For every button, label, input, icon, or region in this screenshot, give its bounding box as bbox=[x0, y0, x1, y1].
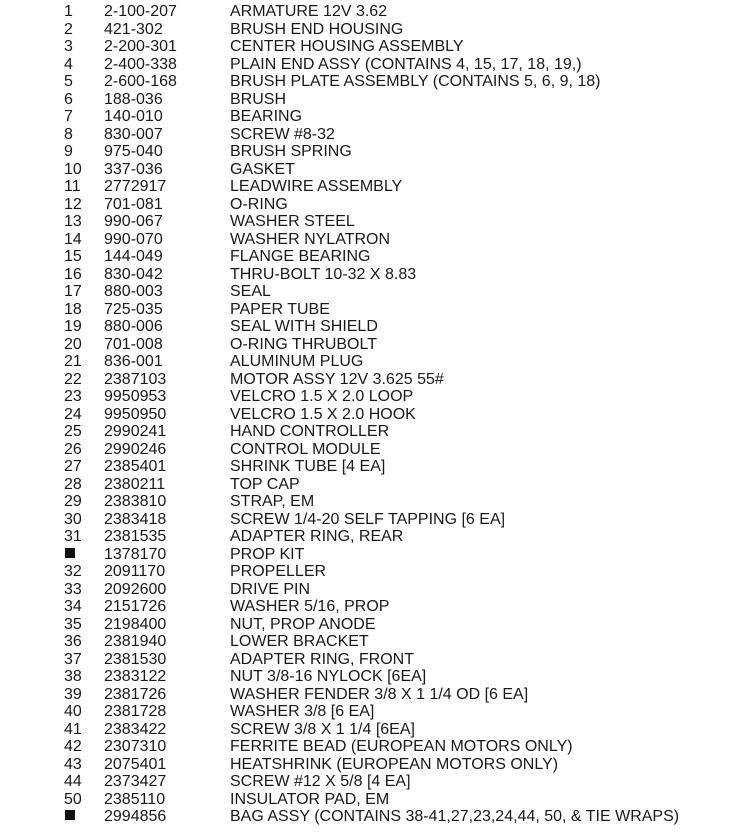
part-description: CONTROL MODULE bbox=[230, 440, 381, 458]
part-number: 990-070 bbox=[104, 230, 163, 248]
part-number: 2198400 bbox=[104, 615, 167, 633]
part-number: 880-003 bbox=[104, 283, 163, 300]
part-description: PAPER TUBE bbox=[230, 300, 330, 318]
item-number: 36 bbox=[64, 633, 82, 650]
part-description: ADAPTER RING, REAR bbox=[230, 528, 404, 545]
part-number: 1378170 bbox=[104, 545, 167, 563]
item-number: 37 bbox=[64, 650, 82, 668]
part-number: 2091170 bbox=[104, 563, 166, 580]
part-description: SEAL WITH SHIELD bbox=[230, 318, 378, 335]
part-number: 2387103 bbox=[104, 370, 167, 388]
part-number: 188-036 bbox=[104, 90, 163, 108]
part-description: WASHER NYLATRON bbox=[230, 230, 391, 248]
item-number: 9 bbox=[64, 143, 73, 160]
part-number: 830-007 bbox=[104, 125, 163, 143]
item-number: 35 bbox=[64, 615, 82, 633]
item-number: 21 bbox=[64, 353, 82, 370]
parts-row bbox=[0, 318, 744, 336]
item-number: 23 bbox=[64, 388, 82, 405]
parts-row bbox=[0, 756, 744, 774]
part-description: PLAIN END ASSY (CONTAINS 4, 15, 17, 18, 19,) bbox=[230, 55, 582, 73]
item-number: 12 bbox=[64, 195, 82, 213]
parts-row bbox=[0, 423, 744, 441]
part-description: LOWER BRACKET bbox=[230, 633, 369, 650]
item-number: 19 bbox=[64, 318, 82, 335]
part-number: 9950953 bbox=[104, 388, 167, 405]
item-number: 22 bbox=[64, 370, 82, 388]
item-number: 28 bbox=[64, 475, 82, 493]
item-number: 8 bbox=[64, 125, 73, 143]
parts-row bbox=[0, 773, 744, 791]
item-number: 4 bbox=[64, 55, 73, 73]
item-number: 39 bbox=[64, 685, 82, 703]
part-number: 2994856 bbox=[104, 808, 167, 825]
parts-row bbox=[0, 21, 744, 39]
item-number bbox=[64, 808, 100, 826]
parts-row bbox=[0, 248, 744, 266]
part-description: WASHER 5/16, PROP bbox=[230, 598, 390, 615]
parts-row bbox=[0, 108, 744, 126]
part-number: 9950950 bbox=[104, 405, 167, 423]
parts-row bbox=[0, 301, 744, 319]
item-number: 25 bbox=[64, 423, 82, 440]
part-description: DRIVE PIN bbox=[230, 580, 311, 598]
parts-row bbox=[0, 808, 744, 826]
item-number: 50 bbox=[64, 790, 82, 808]
part-description: MOTOR ASSY 12V 3.625 55# bbox=[230, 370, 444, 388]
part-number: 725-035 bbox=[104, 300, 163, 318]
item-number: 38 bbox=[64, 668, 82, 685]
parts-row bbox=[0, 196, 744, 214]
parts-row bbox=[0, 3, 744, 21]
parts-row bbox=[0, 651, 744, 669]
parts-row bbox=[0, 633, 744, 651]
part-description: SHRINK TUBE [4 EA] bbox=[230, 458, 386, 475]
item-number: 33 bbox=[64, 580, 82, 598]
parts-row bbox=[0, 493, 744, 511]
part-description: CENTER HOUSING ASSEMBLY bbox=[230, 38, 464, 55]
part-description: STRAP, EM bbox=[230, 493, 315, 510]
part-number: 2383810 bbox=[104, 493, 167, 510]
part-number: 975-040 bbox=[104, 143, 163, 160]
part-description: SCREW #8-32 bbox=[230, 125, 335, 143]
part-number: 2383122 bbox=[104, 668, 167, 685]
parts-row bbox=[0, 458, 744, 476]
parts-row bbox=[0, 161, 744, 179]
item-number: 13 bbox=[64, 213, 82, 230]
part-description: SCREW 1/4-20 SELF TAPPING [6 EA] bbox=[230, 510, 506, 528]
part-number: 2990241 bbox=[104, 423, 167, 440]
part-description: SCREW 3/8 X 1 1/4 [6EA] bbox=[230, 720, 415, 738]
item-number: 6 bbox=[64, 90, 73, 108]
part-description: NUT 3/8-16 NYLOCK [6EA] bbox=[230, 668, 427, 685]
part-description: PROP KIT bbox=[230, 545, 305, 563]
part-description: TOP CAP bbox=[230, 475, 300, 493]
part-number: 2092600 bbox=[104, 580, 167, 598]
part-number: 880-006 bbox=[104, 318, 163, 335]
part-number: 144-049 bbox=[104, 248, 163, 265]
parts-row bbox=[0, 511, 744, 529]
part-number: 2383422 bbox=[104, 720, 167, 738]
part-description: VELCRO 1.5 X 2.0 HOOK bbox=[230, 405, 416, 423]
parts-row bbox=[0, 528, 744, 546]
part-number: 2-600-168 bbox=[104, 73, 177, 90]
item-number: 3 bbox=[64, 38, 73, 55]
part-number: 2381726 bbox=[104, 685, 167, 703]
parts-row bbox=[0, 283, 744, 301]
parts-row bbox=[0, 231, 744, 249]
part-description: HEATSHRINK (EUROPEAN MOTORS ONLY) bbox=[230, 755, 559, 773]
parts-row bbox=[0, 406, 744, 424]
part-description: WASHER STEEL bbox=[230, 213, 355, 230]
part-number: 830-042 bbox=[104, 265, 163, 283]
parts-row bbox=[0, 38, 744, 56]
part-number: 2383418 bbox=[104, 510, 167, 528]
part-number: 2772917 bbox=[104, 178, 167, 195]
part-description: FERRITE BEAD (EUROPEAN MOTORS ONLY) bbox=[230, 738, 573, 755]
part-description: SCREW #12 X 5/8 [4 EA] bbox=[230, 773, 411, 790]
item-number: 11 bbox=[64, 178, 81, 195]
part-number: 701-008 bbox=[104, 335, 163, 353]
parts-row bbox=[0, 336, 744, 354]
part-description: THRU-BOLT 10-32 X 8.83 bbox=[230, 265, 417, 283]
parts-row bbox=[0, 441, 744, 459]
item-number: 34 bbox=[64, 598, 82, 615]
item-number: 14 bbox=[64, 230, 82, 248]
item-number: 15 bbox=[64, 248, 82, 265]
item-number: 18 bbox=[64, 300, 82, 318]
part-number: 2990246 bbox=[104, 440, 167, 458]
part-description: NUT, PROP ANODE bbox=[230, 615, 376, 633]
item-number: 16 bbox=[64, 265, 82, 283]
part-description: GASKET bbox=[230, 160, 295, 178]
item-number: 41 bbox=[64, 720, 82, 738]
part-number: 990-067 bbox=[104, 213, 163, 230]
part-number: 2380211 bbox=[104, 475, 166, 493]
item-number: 43 bbox=[64, 755, 82, 773]
part-number: 2381728 bbox=[104, 703, 167, 720]
item-number: 24 bbox=[64, 405, 82, 423]
parts-row bbox=[0, 686, 744, 704]
item-number: 30 bbox=[64, 510, 82, 528]
parts-row bbox=[0, 371, 744, 389]
part-description: SEAL bbox=[230, 283, 271, 300]
parts-row bbox=[0, 738, 744, 756]
item-number: 32 bbox=[64, 563, 82, 580]
part-number: 2-100-207 bbox=[104, 3, 177, 20]
part-number: 337-036 bbox=[104, 160, 163, 178]
item-number: 27 bbox=[64, 458, 82, 475]
parts-row bbox=[0, 791, 744, 809]
part-description: PROPELLER bbox=[230, 563, 327, 580]
part-description: ADAPTER RING, FRONT bbox=[230, 650, 415, 668]
part-description: BAG ASSY (CONTAINS 38-41,27,23,24,44, 50, & TIE WRAPS) bbox=[230, 808, 680, 825]
parts-row bbox=[0, 616, 744, 634]
part-description: LEADWIRE ASSEMBLY bbox=[230, 178, 403, 195]
part-number: 836-001 bbox=[104, 353, 163, 370]
parts-row bbox=[0, 73, 744, 91]
part-number: 2381530 bbox=[104, 650, 167, 668]
parts-row bbox=[0, 353, 744, 371]
part-description: BRUSH bbox=[230, 90, 287, 108]
item-number bbox=[64, 546, 100, 564]
part-number: 140-010 bbox=[104, 108, 163, 125]
parts-row bbox=[0, 668, 744, 686]
part-description: BRUSH PLATE ASSEMBLY (CONTAINS 5, 6, 9, 18) bbox=[230, 73, 601, 90]
part-description: HAND CONTROLLER bbox=[230, 423, 390, 440]
item-number: 5 bbox=[64, 73, 73, 90]
parts-row bbox=[0, 703, 744, 721]
item-number: 40 bbox=[64, 703, 82, 720]
part-description: BRUSH SPRING bbox=[230, 143, 352, 160]
item-number: 31 bbox=[64, 528, 82, 545]
item-number: 44 bbox=[64, 773, 82, 790]
part-description: O-RING THRUBOLT bbox=[230, 335, 377, 353]
item-number: 42 bbox=[64, 738, 82, 755]
item-number: 7 bbox=[64, 108, 73, 125]
parts-row bbox=[0, 266, 744, 284]
item-number: 17 bbox=[64, 283, 82, 300]
part-description: BRUSH END HOUSING bbox=[230, 20, 404, 38]
parts-row bbox=[0, 581, 744, 599]
parts-row bbox=[0, 563, 744, 581]
item-number: 10 bbox=[64, 160, 82, 178]
item-number: 1 bbox=[64, 3, 73, 20]
parts-row bbox=[0, 546, 744, 564]
item-number: 29 bbox=[64, 493, 82, 510]
parts-row bbox=[0, 143, 744, 161]
item-number: 26 bbox=[64, 440, 82, 458]
parts-row bbox=[0, 56, 744, 74]
parts-row bbox=[0, 178, 744, 196]
parts-row bbox=[0, 126, 744, 144]
part-description: ARMATURE 12V 3.62 bbox=[230, 3, 388, 20]
part-number: 2385110 bbox=[104, 790, 166, 808]
part-description: FLANGE BEARING bbox=[230, 248, 371, 265]
kit-bullet-icon bbox=[65, 548, 75, 558]
item-number: 20 bbox=[64, 335, 82, 353]
part-number: 2373427 bbox=[104, 773, 167, 790]
part-description: INSULATOR PAD, EM bbox=[230, 790, 390, 808]
part-number: 2075401 bbox=[104, 755, 167, 773]
part-description: O-RING bbox=[230, 195, 288, 213]
parts-list bbox=[0, 3, 744, 826]
item-number: 2 bbox=[64, 20, 73, 38]
part-number: 2381940 bbox=[104, 633, 167, 650]
part-description: WASHER 3/8 [6 EA] bbox=[230, 703, 375, 720]
part-number: 2-200-301 bbox=[104, 38, 177, 55]
part-description: BEARING bbox=[230, 108, 303, 125]
part-number: 2-400-338 bbox=[104, 55, 177, 73]
part-number: 421-302 bbox=[104, 20, 163, 38]
parts-row bbox=[0, 91, 744, 109]
parts-row bbox=[0, 213, 744, 231]
part-description: ALUMINUM PLUG bbox=[230, 353, 364, 370]
kit-bullet-icon bbox=[65, 810, 75, 820]
parts-row bbox=[0, 598, 744, 616]
part-description: VELCRO 1.5 X 2.0 LOOP bbox=[230, 388, 414, 405]
part-number: 2381535 bbox=[104, 528, 167, 545]
part-number: 2307310 bbox=[104, 738, 167, 755]
part-number: 2151726 bbox=[104, 598, 167, 615]
part-number: 2385401 bbox=[104, 458, 167, 475]
parts-row bbox=[0, 388, 744, 406]
part-number: 701-081 bbox=[104, 195, 163, 213]
parts-row bbox=[0, 721, 744, 739]
parts-row bbox=[0, 476, 744, 494]
part-description: WASHER FENDER 3/8 X 1 1/4 OD [6 EA] bbox=[230, 685, 529, 703]
